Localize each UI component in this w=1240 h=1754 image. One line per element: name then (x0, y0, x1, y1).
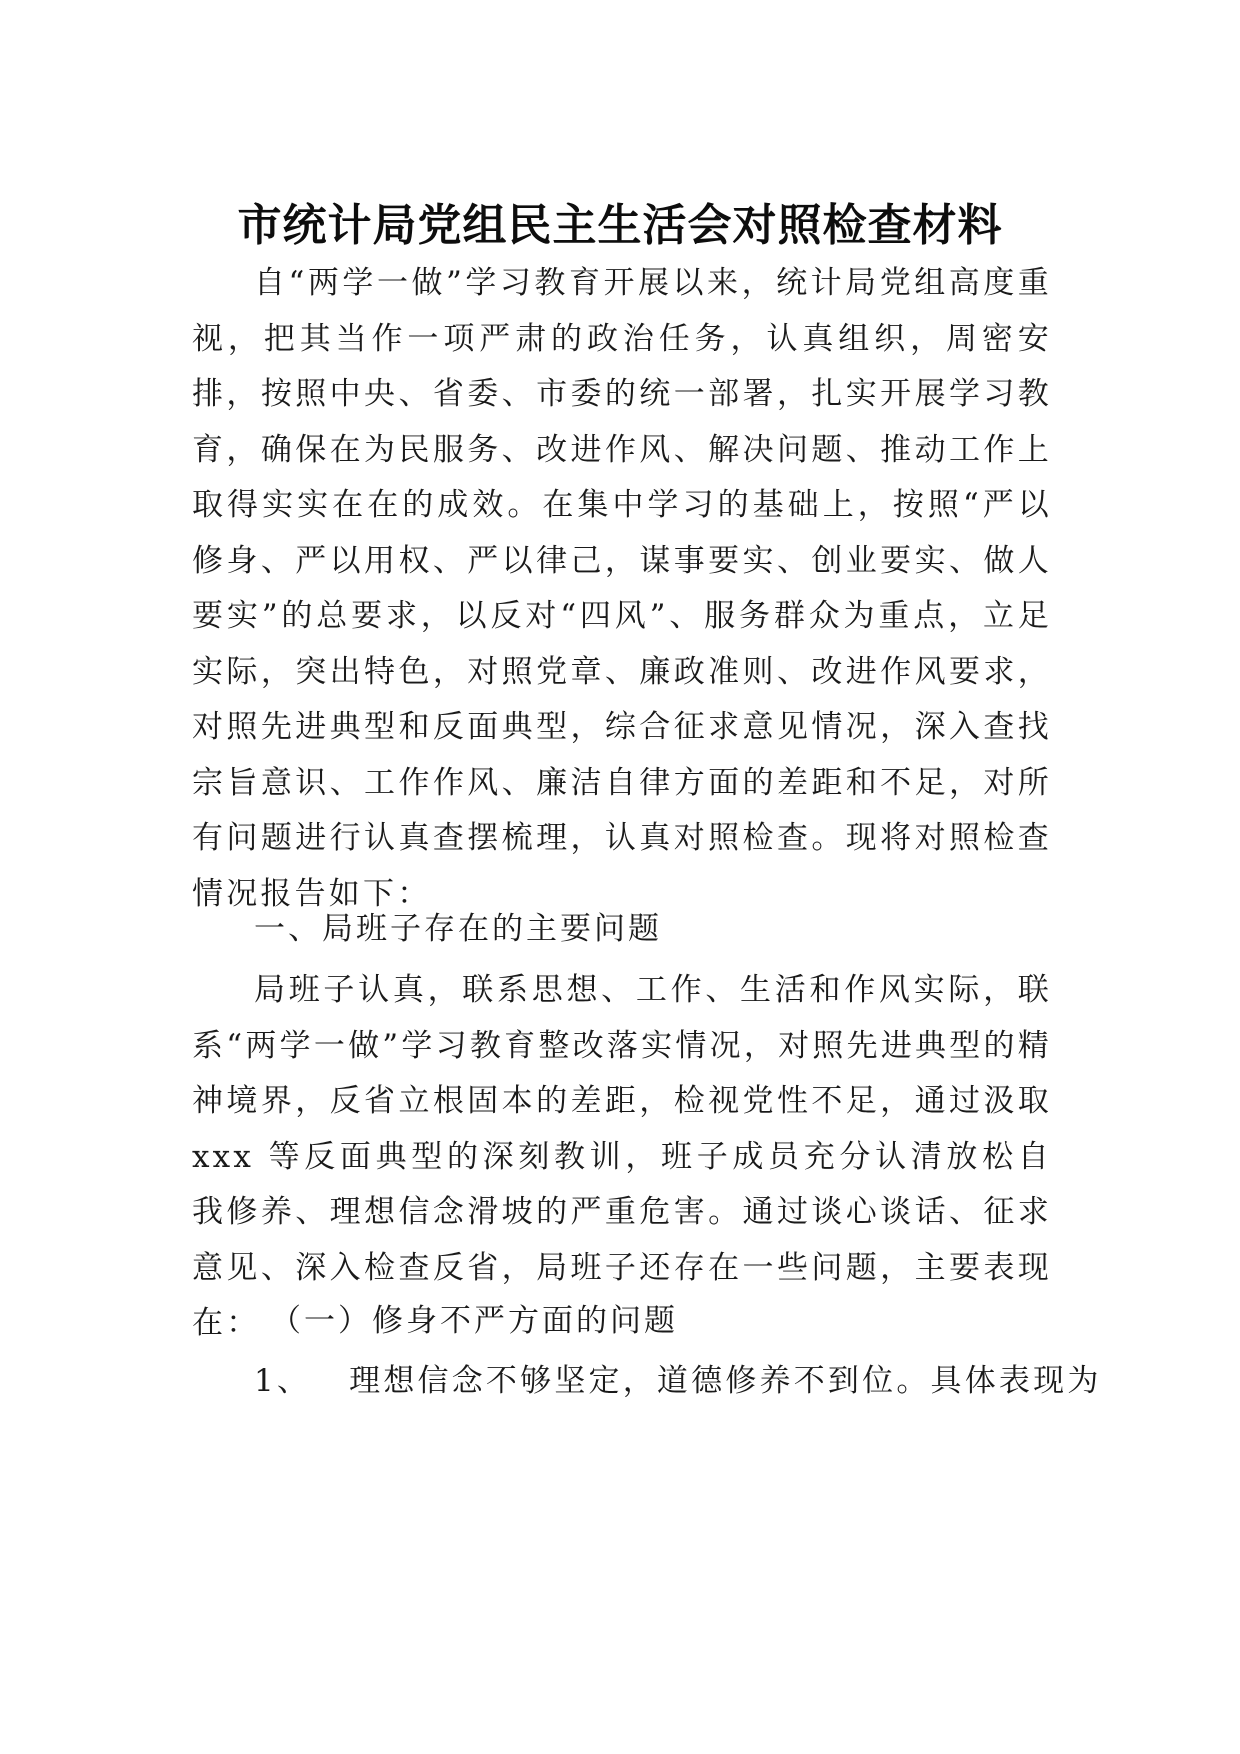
intro-paragraph: 自“两学一做”学习教育开展以来，统计局党组高度重视，把其当作一项严肃的政治任务，认真组织，周密安排，按照中央、省委、市委的统一部署，扎实开展学习教育，确保在为民服务、改进作风、解决问题、推动工作上取得实实在在的成效。在集中学习的基础上，按照“严以修身、严以用权、严以律己，谋事要实、创业要实、做人要实”的总要求，以反对“四风”、服务群众为重点，立足实际，突出特色，对照党章、廉政准则、改进作风要求，对照先进典型和反面典型，综合征求意见情况，深入查找宗旨意识、工作作风、廉洁自律方面的差距和不足，对所有问题进行认真查摆梳理，认真对照检查。现将对照检查情况报告如下： (192, 265, 1052, 912)
subsection-heading: （一）修身不严方面的问题 (270, 1303, 678, 1339)
list-item (192, 1354, 1114, 1410)
list-item-number: 1、 (254, 1363, 312, 1399)
section-heading: 一、局班子存在的主要问题 (254, 911, 662, 947)
list-item-text: 理想信念不够坚定，道德修养不到位。具体表现为 (349, 1363, 1102, 1399)
problems-paragraph: 局班子认真，联系思想、工作、生活和作风实际，联系“两学一做”学习教育整改落实情况，对照先进典型的精神境界，反省立根固本的差距，检视党性不足，通过汲取 xxx 等反面典型的深刻教训，班子成员充分认清放松自我修养、理想信念滑坡的严重危害。通过谈心谈话、征求意见、深入检查反省，局班子还存在一些问题，主要表现在： (192, 972, 1052, 1341)
document-title: 市统计局党组民主生活会对照检查材料 (237, 200, 1003, 251)
